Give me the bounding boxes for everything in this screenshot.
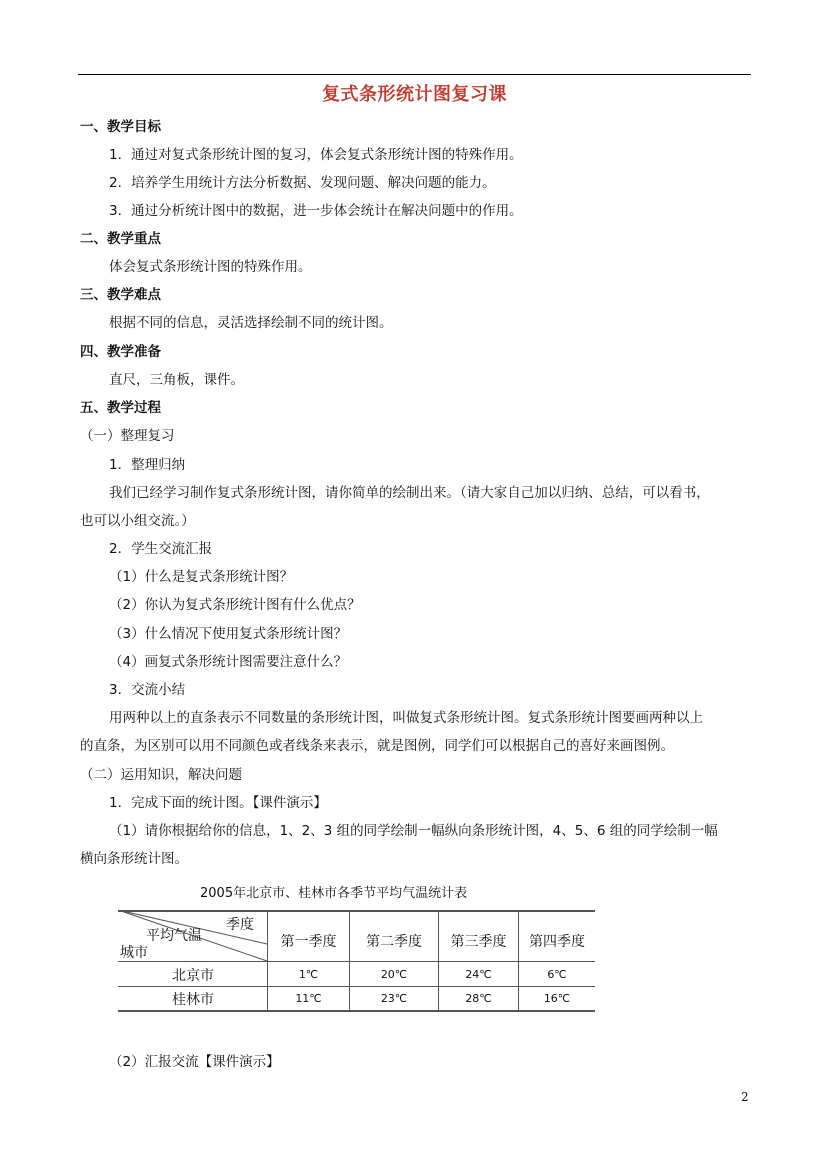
heading-process: 五、教学过程 <box>80 400 161 416</box>
summary-text-a: 用两种以上的直条表示不同数量的条形统计图，叫做复式条形统计图。复式条形统计图要画两种以上 <box>109 710 703 726</box>
heading-goals: 一、教学目标 <box>80 119 161 135</box>
apply-step-2: （2）汇报交流【课件演示】 <box>109 1054 280 1070</box>
heading-prep: 四、教学准备 <box>80 344 161 360</box>
header-rule <box>78 74 751 75</box>
cell-beijing-q2: 20℃ <box>380 968 408 981</box>
corner-label-city: 城市 <box>120 945 148 961</box>
heading-focus: 二、教学重点 <box>80 231 161 247</box>
cell-beijing-q1: 1℃ <box>298 968 319 981</box>
cell-beijing-q3: 24℃ <box>465 968 492 981</box>
review-step-1: 1．整理归纳 <box>109 457 186 473</box>
row-city-guilin: 桂林市 <box>172 992 214 1008</box>
table-row-rule <box>118 986 595 987</box>
apply-step-1: 1．完成下面的统计图。【课件演示】 <box>109 795 327 811</box>
cell-guilin-q4: 16℃ <box>543 992 571 1005</box>
row-city-beijing: 北京市 <box>172 968 214 984</box>
difficulty-text: 根据不同的信息，灵活选择绘制不同的统计图。 <box>109 315 393 331</box>
table-bottom-rule <box>118 1010 595 1012</box>
heading-difficulty: 三、教学难点 <box>80 287 161 303</box>
goal-3: 3．通过分析统计图中的数据，进一步体会统计在解决问题中的作用。 <box>109 203 523 219</box>
header-q1: 第一季度 <box>280 934 337 950</box>
cell-guilin-q1: 11℃ <box>295 992 322 1005</box>
part-apply: （二）运用知识，解决问题 <box>80 767 242 783</box>
header-q2: 第二季度 <box>366 934 422 950</box>
apply-step-1-text-a: （1）请你根据给你的信息，1、2、3 组的同学绘制一幅纵向条形统计图，4、5、6 组的同学绘制一幅 <box>109 823 718 839</box>
summary-text-b: 的直条，为区别可以用不同颜色或者线条来表示，就是图例，同学们可以根据自己的喜好来画图例。 <box>80 738 674 754</box>
question-4: （4）画复式条形统计图需要注意什么？ <box>109 654 348 670</box>
table-caption: 2005年北京市、桂林市各季节平均气温统计表 <box>200 886 468 901</box>
temperature-table <box>118 910 595 1011</box>
corner-label-season: 季度 <box>226 917 254 933</box>
question-3: （3）什么情况下使用复式条形统计图？ <box>109 626 348 642</box>
cell-beijing-q4: 6℃ <box>547 968 567 981</box>
header-q3: 第三季度 <box>450 934 507 950</box>
goal-2: 2．培养学生用统计方法分析数据、发现问题、解决问题的能力。 <box>109 175 496 191</box>
corner-label-temp: 平均气温 <box>146 928 202 944</box>
prep-text: 直尺，三角板，课件。 <box>109 372 244 388</box>
page-number: 2 <box>741 1090 749 1104</box>
review-step-3: 3．交流小结 <box>109 682 186 698</box>
cell-guilin-q3: 28℃ <box>465 992 492 1005</box>
cell-guilin-q2: 23℃ <box>380 992 408 1005</box>
question-2: （2）你认为复式条形统计图有什么优点？ <box>109 597 361 613</box>
goal-1: 1．通过对复式条形统计图的复习，体会复式条形统计图的特殊作用。 <box>109 147 523 163</box>
review-step-1-text-b: 也可以小组交流。） <box>80 513 195 529</box>
part-review: （一）整理复习 <box>80 428 175 444</box>
review-step-2: 2．学生交流汇报 <box>109 541 213 557</box>
page-title: 复式条形统计图复习课 <box>322 84 507 105</box>
review-step-1-text-a: 我们已经学习制作复式条形统计图，请你简单的绘制出来。（请大家自己加以归纳、总结，可以看书， <box>109 485 710 501</box>
apply-step-1-text-b: 横向条形统计图。 <box>80 851 188 867</box>
header-q4: 第四季度 <box>529 934 585 950</box>
focus-text: 体会复式条形统计图的特殊作用。 <box>109 259 312 275</box>
question-1: （1）什么是复式条形统计图？ <box>109 569 294 585</box>
